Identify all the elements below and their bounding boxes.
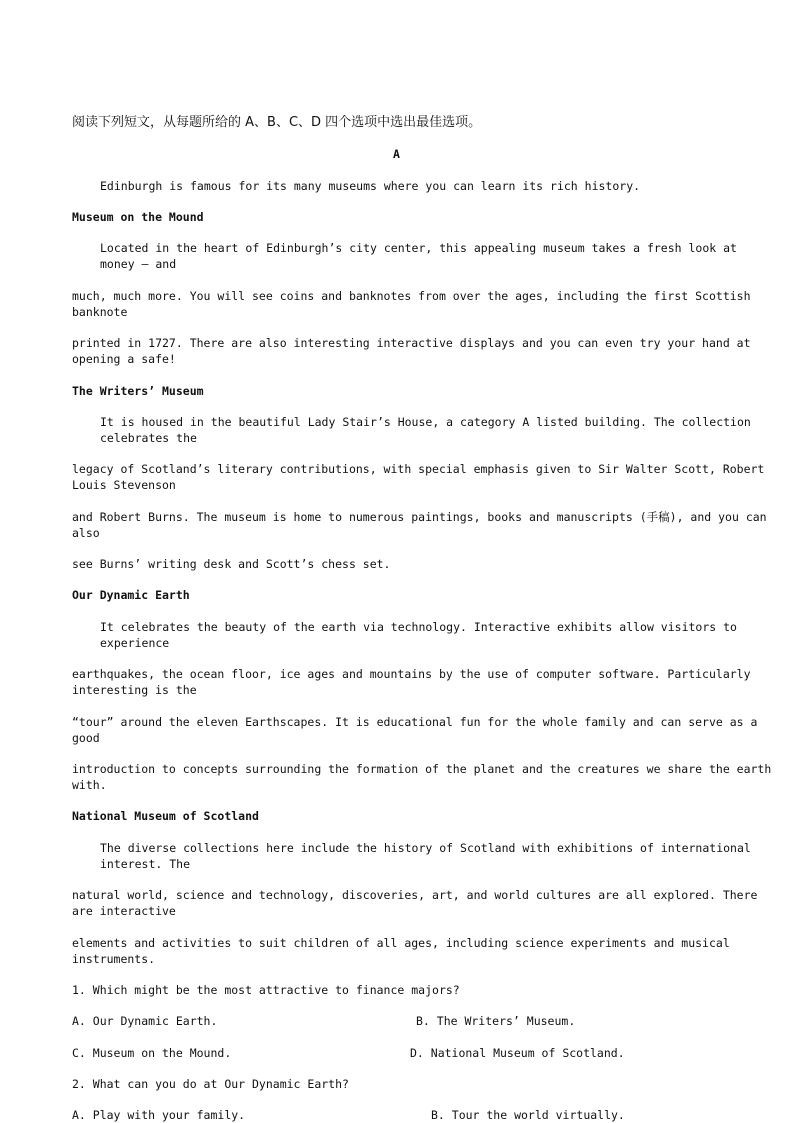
section-3-line-6: good: [72, 731, 100, 745]
question-1-option-b: B. The Writers’ Museum.: [416, 1014, 576, 1028]
section-3-line-1: It celebrates the beauty of the earth via technology. Interactive exhibits allow visitors to: [100, 620, 737, 634]
section-2-line-6: also: [72, 526, 100, 540]
section-1-line-2: money — and: [100, 257, 177, 271]
section-3-line-2: experience: [100, 636, 170, 650]
section-2-line-2: celebrates the: [100, 431, 197, 445]
question-1-option-a: A. Our Dynamic Earth.: [72, 1014, 218, 1028]
section-2-line-3: legacy of Scotland’s literary contributions, with special emphasis given to Sir Walter Scott, Robert: [72, 462, 765, 476]
section-1-line-1: Located in the heart of Edinburgh’s city center, this appealing museum takes a fresh look at: [100, 241, 737, 255]
question-2-stem: 2. What can you do at Our Dynamic Earth?: [72, 1077, 349, 1091]
question-1-option-d: D. National Museum of Scotland.: [410, 1046, 625, 1060]
question-2-option-b: B. Tour the world virtually.: [431, 1108, 625, 1122]
section-4-line-5: elements and activities to suit children of all ages, including science experiments and musical: [72, 936, 730, 950]
section-title-our-dynamic-earth: Our Dynamic Earth: [72, 588, 190, 602]
section-2-line-7: see Burns’ writing desk and Scott’s chess set.: [72, 557, 391, 571]
section-title-national-museum: National Museum of Scotland: [72, 809, 259, 823]
section-1-line-4: banknote: [72, 305, 128, 319]
question-2-option-a: A. Play with your family.: [72, 1108, 246, 1122]
intro-paragraph: Edinburgh is famous for its many museums where you can learn its rich history.: [100, 179, 641, 193]
section-2-line-1: It is housed in the beautiful Lady Stair’s House, a category A listed building. The collection: [100, 415, 751, 429]
section-1-line-6: opening a safe!: [72, 352, 176, 366]
section-2-line-4: Louis Stevenson: [72, 478, 176, 492]
question-1-stem: 1. Which might be the most attractive to finance majors?: [72, 983, 460, 997]
section-1-line-5: printed in 1727. There are also interesting interactive displays and you can even try your hand at: [72, 336, 751, 350]
section-3-line-5: “tour” around the eleven Earthscapes. It is educational fun for the whole family and can serve as a: [72, 715, 758, 729]
section-2-line-5: and Robert Burns. The museum is home to numerous paintings, books and manuscripts (手稿), and you can: [72, 510, 767, 524]
section-3-line-4: interesting is the: [72, 683, 197, 697]
section-3-line-3: earthquakes, the ocean floor, ice ages and mountains by the use of computer software. Particularly: [72, 667, 751, 681]
section-3-line-8: with.: [72, 778, 107, 792]
instruction: 阅读下列短文，从每题所给的 A、B、C、D 四个选项中选出最佳选项。: [72, 115, 482, 130]
section-title-writers-museum: The Writers’ Museum: [72, 384, 204, 398]
question-1-option-c: C. Museum on the Mound.: [72, 1046, 232, 1060]
section-4-line-3: natural world, science and technology, discoveries, art, and world cultures are all explored. There: [72, 888, 758, 902]
section-3-line-7: introduction to concepts surrounding the formation of the planet and the creatures we share the earth: [72, 762, 772, 776]
section-4-line-6: instruments.: [72, 952, 156, 966]
section-4-line-2: interest. The: [100, 857, 191, 871]
section-1-line-3: much, much more. You will see coins and banknotes from over the ages, including the first Scottish: [72, 289, 751, 303]
section-4-line-4: are interactive: [72, 904, 176, 918]
passage-label: A: [393, 147, 400, 161]
section-title-museum-on-the-mound: Museum on the Mound: [72, 210, 204, 224]
section-4-line-1: The diverse collections here include the history of Scotland with exhibitions of international: [100, 841, 751, 855]
